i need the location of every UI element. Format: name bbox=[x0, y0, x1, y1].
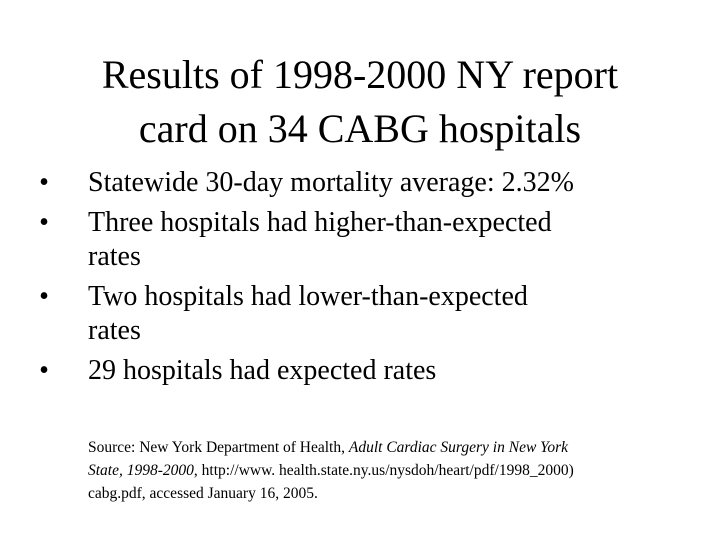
source-title-italic-1: Adult Cardiac Surgery in New York bbox=[348, 439, 569, 456]
slide-title bbox=[0, 48, 720, 156]
bullet-text: Two hospitals had lower-than-expected bbox=[88, 281, 528, 312]
source-title-italic-2: State, 1998-2000 bbox=[88, 462, 194, 479]
bullet-item-expected-rates bbox=[28, 354, 688, 388]
bullet-text-continuation: rates bbox=[88, 315, 141, 346]
bullet-list bbox=[28, 166, 688, 394]
bullet-dot-icon: • bbox=[39, 281, 49, 312]
bullet-dot-icon: • bbox=[39, 207, 49, 238]
source-accessed: cabg.pdf, accessed January 16, 2005. bbox=[88, 485, 318, 502]
slide-title-line-1: Results of 1998-2000 NY report bbox=[101, 52, 619, 97]
bullet-dot-icon: • bbox=[39, 167, 49, 198]
bullet-dot-icon: • bbox=[39, 355, 49, 386]
source-citation bbox=[88, 436, 678, 505]
bullet-item-higher-than-expected bbox=[28, 206, 688, 274]
bullet-text: 29 hospitals had expected rates bbox=[88, 355, 437, 386]
source-prefix: Source: New York Department of Health, bbox=[88, 439, 349, 456]
bullet-item-statewide-average bbox=[28, 166, 688, 200]
bullet-text: Statewide 30-day mortality average: 2.32% bbox=[88, 167, 574, 198]
slide-title-line-2: card on 34 CABG hospitals bbox=[138, 106, 582, 151]
bullet-item-lower-than-expected bbox=[28, 280, 688, 348]
bullet-text-continuation: rates bbox=[88, 241, 141, 272]
source-url: , http://www. health.state.ny.us/nysdoh/heart/pdf/1998_2000) bbox=[193, 462, 574, 479]
bullet-text: Three hospitals had higher-than-expected bbox=[88, 207, 552, 238]
